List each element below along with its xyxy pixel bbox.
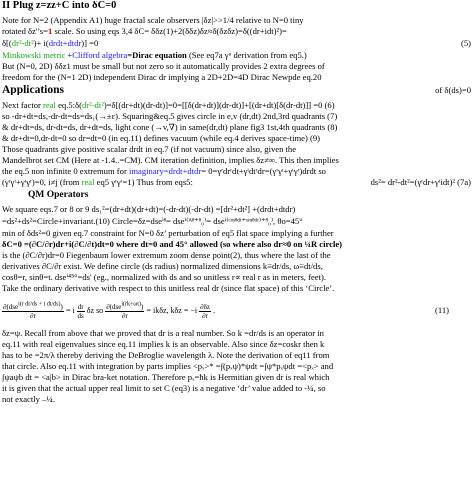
text-line: Take the ordinary derivative with respect to this unitless real dr (since flat space) of this ‘Circle’. — [2, 283, 335, 293]
fraction: $\frac{dr}{ds}$ — [77, 302, 84, 320]
text-line: & dr+dt=0,dr-dt=0 so dr=dt=0 (in eq.11) defines vacuum (while eq.4 derives space-time) (9) — [2, 133, 320, 143]
text-span: of δ(ds)=0 — [435, 85, 471, 95]
text-span: eq5 γʳγʳ=1) Thus from eqs5: — [94, 177, 193, 187]
text-span: Next factor — [2, 100, 44, 110]
text-span: (See eq7a γᵘ derivation from eq5.) — [186, 50, 307, 60]
text-line: δC=0 =(∂C/∂r)dr+i(∂C/∂t)dt=0 where dt=0 and 45° allowed (so where also dr≈0 on ¼R circle) — [2, 239, 343, 249]
section-title: II Plug z=zz+C into δC=0 — [2, 1, 117, 11]
text-line: Those quadrants give positive scalar drdt in eq.7 (if not vacuum) since also, given the — [2, 144, 297, 154]
text-span: δ[( — [2, 38, 12, 48]
qm-operators-heading: QM Operators — [28, 190, 89, 200]
text-span: drdt+dtdr — [48, 38, 82, 48]
text-span: )+ i( — [33, 38, 49, 48]
text-line: Mandelbrot set CM (Here at -1.4..=CM). CM iteration definition, implies δz≠∞. This then implies — [2, 155, 339, 165]
text-span: = 0=γʳdrʳdt+γᵗdtʳdr=(γʳγᵗ+γᵗγʳ)drdt so — [201, 166, 326, 176]
text-line: ∫ψaψb dt = <a|b> in Dirac bra-ket notation. Therefore pₓ=ħk is Hermitian given dr is real which — [2, 372, 330, 382]
text-span: )] =0 — [81, 38, 99, 48]
text-line: δz=ψ. Recall from above that we proved that dr is a real number. So k =dr/ds is an operator in — [2, 328, 324, 338]
text-span: Clifford algebra — [72, 50, 128, 60]
text-line: But (N=0, 2D) δδz1 must be small but not zero so it automatically provides 2 extra degrees of — [2, 61, 325, 71]
text-span: real — [81, 177, 95, 187]
text-span: imaginary=drdt+dtdr — [128, 166, 202, 176]
text-line: We square eqs.7 or 8 or 9 ds₁²=(dr+dt)(dr+dt)=(-dr-dt)(-dr-dt) =[dr²+dt²] +(drdt+dtdr) — [2, 204, 296, 214]
fraction: $\frac{\partial\delta z}{\partial r}$ — [200, 302, 210, 320]
fraction: ∂(dse$^{i(rk+\omega t)}$) ∂r — [106, 301, 144, 320]
text-line: cosθ=r, sinθ=t. dseⁱ⁴⁵°=ds' (eg., normalized with ds and so unitless r∝ real r as in meters, feet). — [2, 272, 326, 282]
fraction: ∂(dse$^{i(r dr/ds + t dt/ds)}$) ∂r — [3, 301, 63, 320]
text-line — [2, 26, 473, 36]
text-line: is the (∂C/∂r)dr=0 Fiegenbaum lower extremum zoom dense point(2), thus where the last of the — [2, 250, 331, 260]
text-line: min of δds²=0 given eq.7 constraint for N=0 δz’ perturbation of eq5 flat space implying a further — [2, 228, 334, 238]
text-span: real — [43, 100, 56, 110]
text-line — [2, 50, 473, 60]
equation-number: (5) — [460, 38, 471, 48]
text-line: it is given that the actual upper real limit to set C (eq3) is a negative ‘dr’ value added to -¼, so — [2, 383, 326, 393]
text-line — [2, 100, 473, 110]
equation-7a: ds²= dr²-dt²=(γʳdr+γᵗidt)² (7a) — [370, 177, 471, 187]
text-span: =Dirac equation — [127, 50, 187, 60]
text-span: Minkowski metric — [2, 50, 66, 60]
text-span: )=δ[(dr+dt)(dr-dt)]=0=[[δ(dr+dt)](dr-dt)]+[(dr+dt)[δ(dr-dt)]] =0 (6) — [103, 100, 335, 110]
text-line: not exactly –¼. — [2, 394, 55, 404]
text-line: =ds²+ds²=Circle+invariant.(10) Circle=δz=dseⁱᶿ= dseⁱ⁽ᴬᶿ⁺ᶿ₀⁾= dseⁱ⁽ᶜᵒˢᶿᵈᵗ⁺ˢᶦⁿᶿᵈʳ⁾⁺ᶿ₀⁾, θo=45° — [2, 216, 303, 226]
text-span: rotated δz'’s= — [2, 26, 48, 36]
text-line: & dr+dt=ds, dr-dt=ds, dr+dt=ds, light cone (→v,∇) in same(dr,dt) plane fig3 1st,4th quadrants (8) — [2, 122, 338, 132]
text-span: + — [65, 50, 73, 60]
text-span: 1 — [48, 26, 53, 36]
text-line: has to be =2π/λ thereby deriving the DeBroglie wavelength λ. Note the derivation of eq11 from — [2, 350, 330, 360]
text-line: Note for N=2 (Appendix A1) huge fractal scale observers |δz|>>1/4 relative to N=0 tiny — [2, 15, 304, 25]
text-line: eq.11 with real eigenvalues since eq.11 implies k is an observable. Also since δz=coskr then k — [2, 339, 325, 349]
text-span: scale. So using eqs 3,4 δC= δδz(1)+2(δδz)δz≈δ(δzδz)=δ((dr+idt)²)= — [52, 26, 287, 36]
equation-number: (11) — [435, 305, 449, 315]
applications-heading — [2, 85, 473, 95]
text-line — [2, 166, 473, 176]
equation-11: ∂(dse$^{i(r dr/ds + t dt/ds)}$) ∂r = i $\frac{dr}{ds}$ δz so ∂(dse$^{i(rk+\omega t)}$) ∂r = ikδz, kδz = −i $\frac{\partial\delta z}{\partial r}$ . (11) — [2, 295, 473, 325]
text-span: dr²-dt² — [11, 38, 34, 48]
text-span: (γʳγᵗ+γᵗγʳ)=0, i≠j (from — [2, 177, 82, 187]
text-line: so -dr+dt=ds,-dr-dt=ds=ds₁(→±ε). Squaring&eq.5 gives circle in e,v (dr,dt) 2nd,3rd quadrants (7) — [2, 111, 338, 121]
text-line: freedom for the (N=1 2D) independent Dirac dr implying a 2D+2D=4D Dirac Newpde eq.20 — [2, 72, 322, 82]
text-line: that circle. Also eq.11 with integration by parts implies <pₓ>* =∫(pₓψ)*ψdt =∫ψ*pₓψdt =<pₓ> and — [2, 361, 334, 371]
text-span: the eq.5 non infinite 0 extremum for — [2, 166, 129, 176]
text-line: derivatives ∂C/∂r exist. We define circle (ds radius) normalized dimensions k≡dr/ds, ω≡dt/ds, — [2, 261, 323, 271]
text-span: dr²-dt² — [81, 100, 104, 110]
heading: Applications — [2, 85, 64, 96]
text-line — [2, 177, 473, 187]
equation-5 — [2, 38, 473, 48]
text-span: eq.5:δ( — [55, 100, 82, 110]
